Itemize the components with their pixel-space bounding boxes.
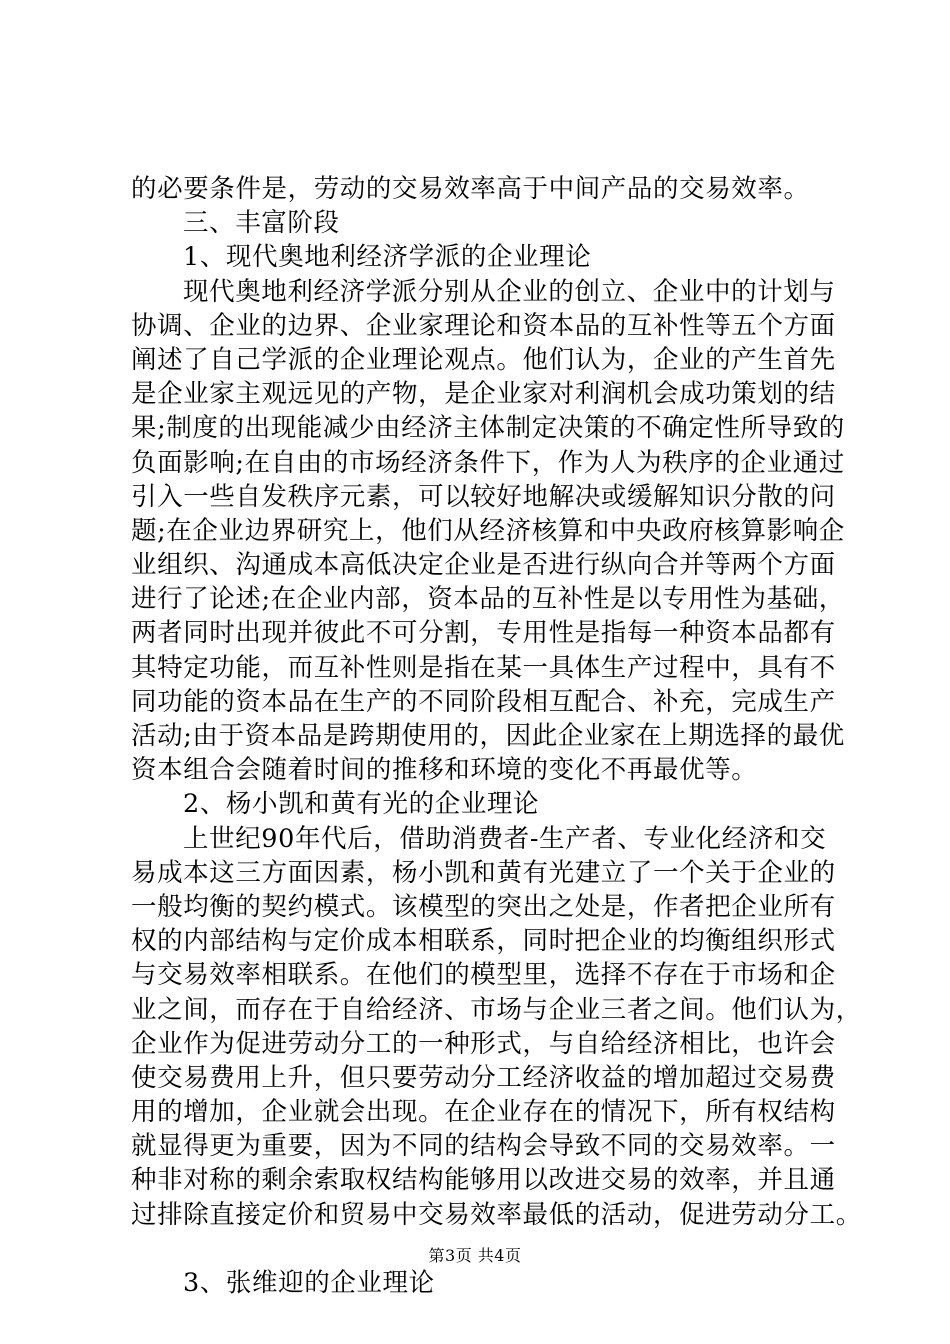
page-footer — [0, 1246, 950, 1266]
subsection-heading: 3、张维迎的企业理论 — [183, 1268, 435, 1298]
paragraph-line: 阐述了自己学派的企业理论观点。他们认为，企业的产生首先 — [131, 344, 836, 375]
subsection-heading: 2、杨小凯和黄有光的企业理论 — [183, 789, 540, 820]
paragraph-line: 资本组合会随着时间的推移和环境的变化不再最优等。 — [131, 755, 758, 786]
paragraph-line: 负面影响;在自由的市场经济条件下，作为人为秩序的企业通过 — [131, 447, 845, 478]
paragraph-line: 企业作为促进劳动分工的一种形式，与自给经济相比，也许会 — [131, 1028, 836, 1059]
paragraph-line: 活动;由于资本品是跨期使用的，因此企业家在上期选择的最优 — [131, 721, 845, 751]
paragraph-line: 现代奥地利经济学派分别从企业的创立、企业中的计划与 — [183, 276, 836, 307]
document-body — [131, 172, 862, 1300]
paragraph-line: 引入一些自发秩序元素，可以较好地解决或缓解知识分散的问 — [131, 481, 836, 512]
paragraph-line: 协调、企业的边界、企业家理论和资本品的互补性等五个方面 — [131, 310, 836, 341]
section-heading: 三、丰富阶段 — [183, 208, 340, 239]
paragraph-line: 果;制度的出现能减少由经济主体制定决策的不确定性所导致的 — [131, 413, 845, 444]
paragraph-line: 业组织、沟通成本高低决定企业是否进行纵向合并等两个方面 — [131, 550, 836, 581]
paragraph-line: 种非对称的剩余索取权结构能够用以改进交易的效率，并且通 — [131, 1165, 836, 1196]
paragraph-line: 用的增加，企业就会出现。在企业存在的情况下，所有权结构 — [131, 1097, 836, 1128]
paragraph-line: 两者同时出现并彼此不可分割，专用性是指每一种资本品都有 — [131, 618, 836, 649]
paragraph-line: 与交易效率相联系。在他们的模型里，选择不存在于市场和企 — [131, 960, 836, 991]
paragraph-line: 同功能的资本品在生产的不同阶段相互配合、补充，完成生产 — [131, 686, 836, 717]
paragraph-line: 过排除直接定价和贸易中交易效率最低的活动，促进劳动分工。 — [131, 1199, 862, 1230]
paragraph-line: 就显得更为重要，因为不同的结构会导致不同的交易效率。一 — [131, 1131, 836, 1162]
paragraph-line: 权的内部结构与定价成本相联系，同时把企业的均衡组织形式 — [131, 926, 836, 957]
paragraph-line: 的必要条件是，劳动的交易效率高于中间产品的交易效率。 — [131, 174, 810, 204]
page-number-label: 第3页 共4页 — [428, 1246, 522, 1265]
paragraph-line: 一般均衡的契约模式。该模型的突出之处是，作者把企业所有 — [131, 891, 836, 922]
paragraph-line: 易成本这三方面因素，杨小凯和黄有光建立了一个关于企业的 — [131, 857, 836, 888]
paragraph-line: 是企业家主观远见的产物，是企业家对利润机会成功策划的结 — [131, 379, 836, 410]
paragraph-line: 上世纪90年代后，借助消费者-生产者、专业化经济和交 — [183, 823, 827, 854]
paragraph-line: 题;在企业边界研究上，他们从经济核算和中央政府核算影响企 — [131, 515, 845, 546]
paragraph-line: 使交易费用上升，但只要劳动分工经济收益的增加超过交易费 — [131, 1062, 836, 1093]
paragraph-line: 进行了论述;在企业内部，资本品的互补性是以专用性为基础， — [131, 584, 845, 615]
paragraph-line: 其特定功能，而互补性则是指在某一具体生产过程中，具有不 — [131, 652, 836, 683]
subsection-heading: 1、现代奥地利经济学派的企业理论 — [183, 242, 592, 273]
paragraph-line: 业之间，而存在于自给经济、市场与企业三者之间。他们认为， — [131, 994, 862, 1025]
